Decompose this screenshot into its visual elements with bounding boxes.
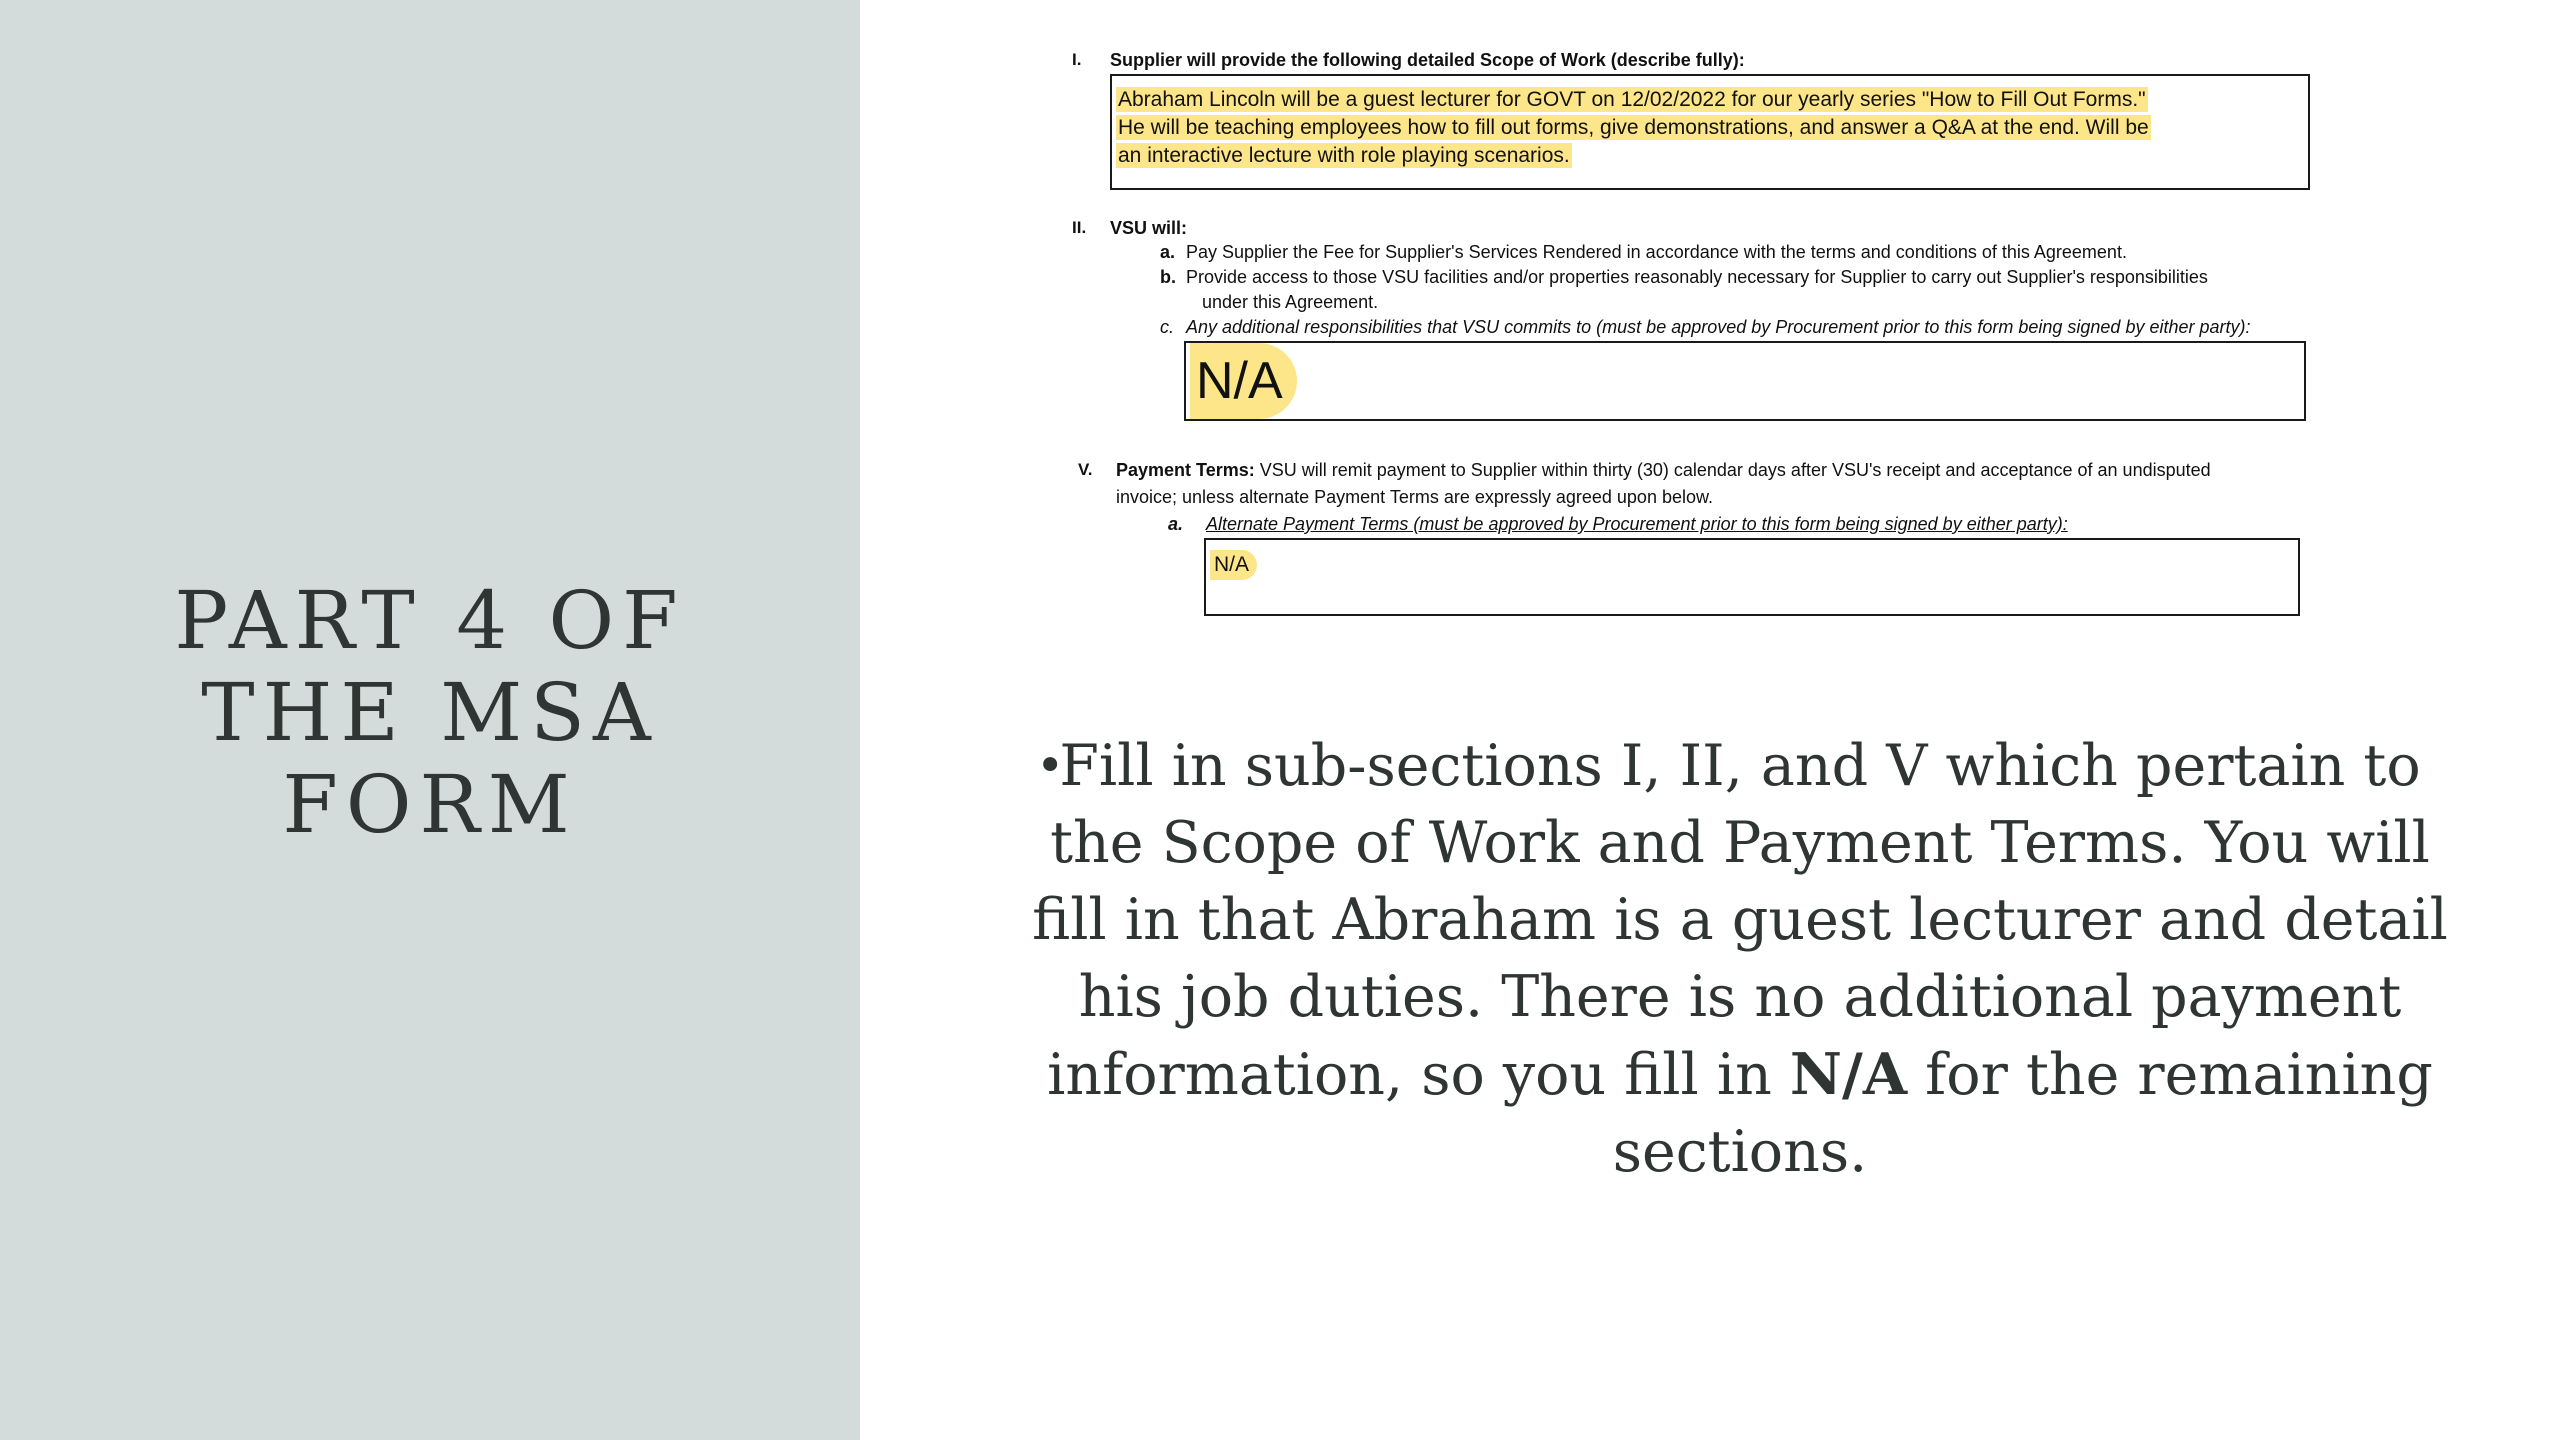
section5-line1 — [1116, 460, 2211, 481]
section5-line2: invoice; unless alternate Payment Terms are expressly agreed upon below. — [1116, 487, 1713, 507]
scope-of-work-box — [1110, 74, 2310, 190]
alternate-payment-terms-value: N/A — [1210, 550, 1257, 580]
section2-item-a: Pay Supplier the Fee for Supplier's Services Rendered in accordance with the terms and conditions of this Agreement. — [1186, 242, 2127, 262]
additional-responsibilities-value: N/A — [1190, 343, 1297, 419]
additional-responsibilities-box — [1184, 341, 2306, 421]
section5-item-a: Alternate Payment Terms (must be approved by Procurement prior to this form being signed by either party): — [1206, 514, 2068, 534]
section2-title: VSU will: — [1110, 218, 1188, 238]
bullet-part1: Fill in sub-sections I, II, and V which pertain to the Scope of Work and Payment Terms. You will fill in that Abraham is a guest lecturer and detail his job duties. There is no additional payment information, so you fill in — [1032, 733, 2448, 1108]
scope-of-work-text — [1116, 86, 2296, 170]
title-line-1: PART 4 OF — [174, 574, 686, 667]
section5-number: V. — [1078, 460, 1093, 479]
bullet-bold: N/A — [1789, 1041, 1908, 1108]
bullet-text — [1030, 728, 2450, 1191]
section1-number: I. — [1072, 50, 1082, 69]
title-line-2: THE MSA — [201, 666, 659, 759]
section2-number: II. — [1072, 218, 1087, 237]
section5-line1-rest: VSU will remit payment to Supplier within thirty (30) calendar days after VSU's receipt and acceptance of an undisputed — [1254, 460, 2211, 480]
section2-item-a-letter: a. — [1160, 242, 1176, 262]
scope-line-2: He will be teaching employees how to fill out forms, give demonstrations, and answer a Q&A at the end. Will be — [1118, 116, 2149, 139]
title-line-3: FORM — [282, 758, 578, 851]
alternate-payment-terms-box — [1204, 538, 2300, 616]
section2-item-b-letter: b. — [1160, 267, 1176, 287]
bullet-part2: for the remaining sections. — [1612, 1042, 2433, 1185]
slide-title — [0, 575, 860, 851]
section2-item-c-letter: c. — [1160, 317, 1175, 337]
scope-line-3: an interactive lecture with role playing scenarios. — [1118, 144, 1570, 167]
section2-item-b-line2: under this Agreement. — [1202, 292, 1379, 312]
section2-item-c: Any additional responsibilities that VSU commits to (must be approved by Procurement prior to this form being signed by either party): — [1186, 317, 2251, 337]
bullet-dot: • — [1036, 738, 1065, 794]
scope-line-1: Abraham Lincoln will be a guest lecturer for GOVT on 12/02/2022 for our yearly series "How to Fill Out Forms." — [1118, 88, 2146, 111]
section1-title: Supplier will provide the following detailed Scope of Work (describe fully): — [1110, 50, 1745, 70]
section2-item-b-line1: Provide access to those VSU facilities and/or properties reasonably necessary for Supplier to carry out Supplier's responsibilities — [1186, 267, 2208, 287]
section5-item-a-letter: a. — [1168, 514, 1184, 534]
section5-title: Payment Terms: — [1116, 460, 1255, 480]
left-panel — [0, 0, 860, 1440]
